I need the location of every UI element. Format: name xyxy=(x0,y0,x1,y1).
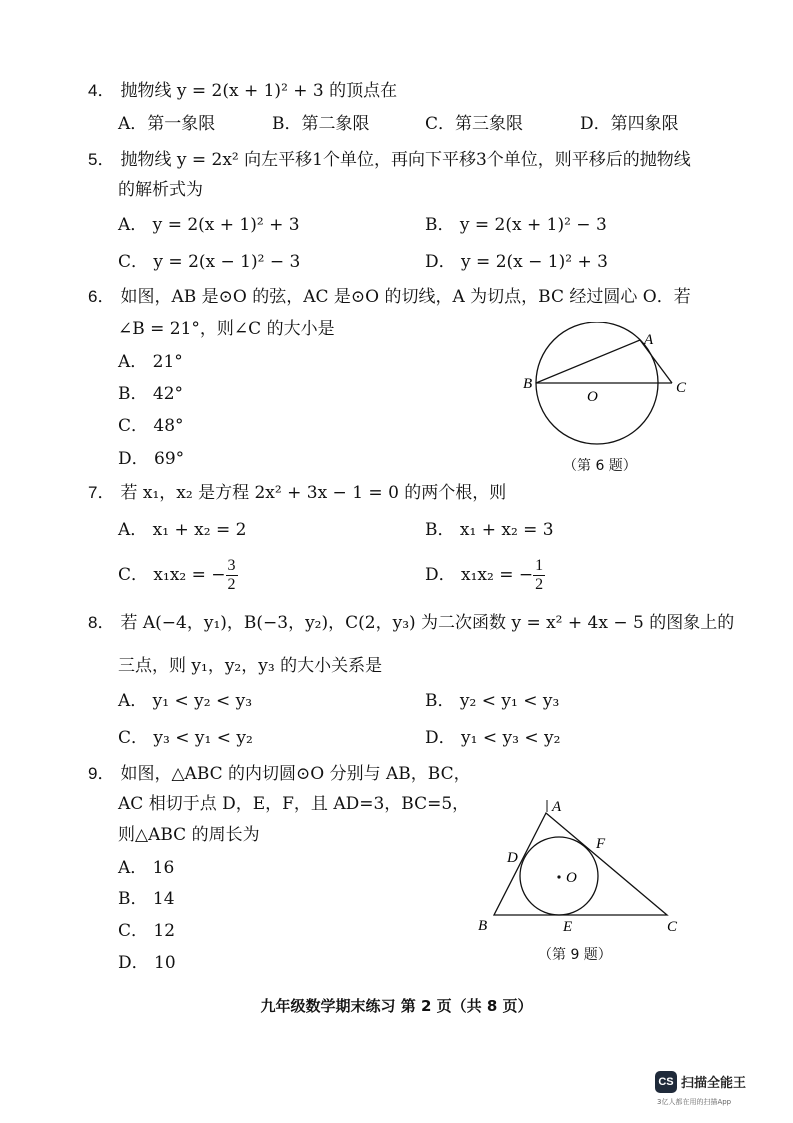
option-b: B． 14 xyxy=(118,889,175,909)
option-a: A． y₁ < y₂ < y₃ xyxy=(118,691,253,711)
option-a: A． 21° xyxy=(118,352,183,372)
question-number: 9． xyxy=(88,764,115,783)
option-c: C． 48° xyxy=(118,416,184,436)
question-7 xyxy=(88,481,506,505)
option-c: C． y₃ < y₁ < y₂ xyxy=(118,728,253,748)
question-stem-line3: 则△ABC 的周长为 xyxy=(118,825,260,845)
question-stem-line2: ∠B = 21°，则∠C 的大小是 xyxy=(118,319,335,339)
option-d-prefix: D． x₁x₂ = − xyxy=(425,565,534,585)
label-o: O xyxy=(566,870,577,886)
scanner-watermark xyxy=(655,1067,775,1107)
question-stem-line1: 抛物线 y = 2x² 向左平移1个单位，再向下平移3个单位，则平移后的抛物线 xyxy=(120,150,691,170)
option-d: D． y = 2(x − 1)² + 3 xyxy=(425,252,608,272)
label-d: D xyxy=(507,850,518,866)
label-b: B xyxy=(523,376,533,392)
question-number: 6． xyxy=(88,287,115,306)
option-b: B． y₂ < y₁ < y₃ xyxy=(425,691,560,711)
fraction-numerator: 3 xyxy=(227,557,236,574)
option-c-prefix: C． x₁x₂ = − xyxy=(118,565,226,585)
label-e: E xyxy=(563,919,573,935)
option-c-fraction xyxy=(226,557,238,594)
figure-6-diagram xyxy=(515,322,695,452)
question-stem-line1: 如图，△ABC 的内切圆⊙O 分别与 AB，BC， xyxy=(120,764,471,784)
option-c: C． 12 xyxy=(118,921,176,941)
figure-9-caption: （第 9 题） xyxy=(538,947,612,963)
watermark-subtitle: 3亿人都在用的扫描App xyxy=(657,1098,732,1106)
option-b: B． x₁ + x₂ = 3 xyxy=(425,520,554,540)
option-d: D．第四象限 xyxy=(580,114,679,134)
question-9 xyxy=(88,762,471,786)
option-c: C． y = 2(x − 1)² − 3 xyxy=(118,252,301,272)
question-number: 4． xyxy=(88,81,115,100)
segment-ab xyxy=(536,340,640,383)
label-b: B xyxy=(478,918,488,934)
question-stem-line2: 的解析式为 xyxy=(118,180,203,200)
fraction-denominator: 2 xyxy=(535,576,544,593)
label-f: F xyxy=(596,836,606,852)
fraction-denominator: 2 xyxy=(227,576,236,593)
option-d xyxy=(425,555,545,595)
label-o: O xyxy=(587,389,598,405)
option-d: D． 69° xyxy=(118,449,185,469)
label-c: C xyxy=(667,919,678,935)
label-a: A xyxy=(552,799,562,815)
question-8 xyxy=(88,611,734,635)
option-c xyxy=(118,555,238,595)
page-footer: 九年级数学期末练习 第 2 页（共 8 页） xyxy=(260,997,533,1015)
question-6 xyxy=(88,285,691,309)
question-number: 5． xyxy=(88,150,115,169)
option-a: A．第一象限 xyxy=(118,114,216,134)
option-b: B． y = 2(x + 1)² − 3 xyxy=(425,215,607,235)
option-a: A． 16 xyxy=(118,858,175,878)
question-4 xyxy=(88,79,397,103)
question-number: 8． xyxy=(88,613,115,632)
option-d: D． y₁ < y₃ < y₂ xyxy=(425,728,561,748)
question-stem: 若 x₁，x₂ 是方程 2x² + 3x − 1 = 0 的两个根，则 xyxy=(120,483,507,503)
watermark-title: 扫描全能王 xyxy=(681,1076,747,1091)
option-b: B．第二象限 xyxy=(272,114,370,134)
question-stem-line1: 若 A(−4，y₁)，B(−3，y₂)，C(2，y₃) 为二次函数 y = x² + 4x − 5 的图象上的 xyxy=(120,613,735,633)
center-o-dot xyxy=(557,875,560,878)
question-stem-line1: 如图，AB 是⊙O 的弦，AC 是⊙O 的切线，A 为切点，BC 经过圆心 O．若 xyxy=(120,287,691,307)
option-a: A． x₁ + x₂ = 2 xyxy=(118,520,247,540)
camscanner-logo-icon: CS xyxy=(655,1071,677,1093)
option-b: B． 42° xyxy=(118,384,184,404)
option-a: A． y = 2(x + 1)² + 3 xyxy=(118,215,300,235)
question-number: 7． xyxy=(88,483,115,502)
question-stem-line2: 三点，则 y₁，y₂，y₃ 的大小关系是 xyxy=(118,656,383,676)
question-stem: 抛物线 y = 2(x + 1)² + 3 的顶点在 xyxy=(120,81,398,101)
option-c: C．第三象限 xyxy=(425,114,524,134)
question-5 xyxy=(88,148,691,172)
fraction-numerator: 1 xyxy=(535,557,544,574)
figure-9-diagram xyxy=(470,795,690,940)
label-a: A xyxy=(644,332,654,348)
figure-6-caption: （第 6 题） xyxy=(563,458,637,474)
option-d: D． 10 xyxy=(118,953,176,973)
option-d-fraction xyxy=(533,557,545,594)
triangle-abc xyxy=(494,813,667,915)
question-stem-line2: AC 相切于点 D，E，F，且 AD=3，BC=5， xyxy=(118,794,470,814)
label-c: C xyxy=(676,380,687,396)
